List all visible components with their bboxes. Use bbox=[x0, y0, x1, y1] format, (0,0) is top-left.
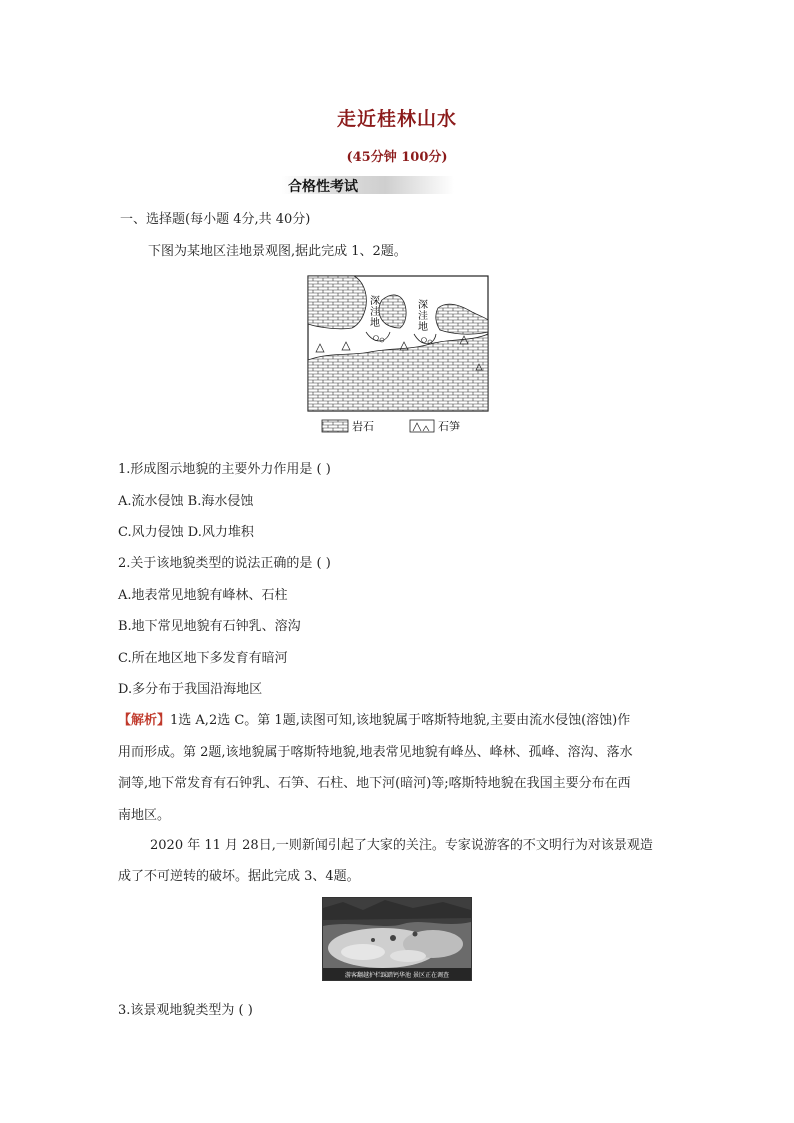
label-right-1: 深 bbox=[418, 300, 428, 311]
q2-option-d: D.多分布于我国沿海地区 bbox=[118, 682, 263, 697]
q2-stem: 2.关于该地貌类型的说法正确的是 ( ) bbox=[118, 556, 331, 571]
analysis-text-1: 1选 A,2选 C。第 1题,读图可知,该地貌属于喀斯特地貌,主要由流水侵蚀(溶蚀)作 bbox=[170, 713, 631, 728]
label-left-2: 洼 bbox=[370, 307, 380, 318]
q3-stem: 3.该景观地貌类型为 ( ) bbox=[118, 1003, 253, 1018]
label-left-1: 深 bbox=[370, 296, 380, 307]
scenery-photo-image bbox=[323, 898, 471, 980]
label-right-3: 地 bbox=[418, 322, 428, 333]
karst-figure bbox=[290, 272, 490, 446]
q2-option-c: C.所在地区地下多发育有暗河 bbox=[118, 651, 288, 666]
news-line-2: 成了不可逆转的破坏。据此完成 3、4题。 bbox=[118, 869, 360, 884]
section-banner-label: 合格性考试 bbox=[288, 179, 358, 195]
q1-options-2: C.风力侵蚀 D.风力堆积 bbox=[118, 525, 254, 540]
q2-option-b: B.地下常见地貌有石钟乳、溶沟 bbox=[118, 619, 301, 634]
part-heading: 一、选择题(每小题 4分,共 40分) bbox=[120, 212, 311, 227]
news-line-1: 2020 年 11 月 28日,一则新闻引起了大家的关注。专家说游客的不文明行为对该景观造 bbox=[150, 838, 653, 853]
analysis-line-1 bbox=[118, 709, 630, 728]
intro-1: 下图为某地区洼地景观图,据此完成 1、2题。 bbox=[148, 244, 407, 259]
scenery-photo bbox=[322, 897, 472, 981]
q1-options-1: A.流水侵蚀 B.海水侵蚀 bbox=[118, 494, 254, 509]
page-subtitle: (45分钟 100分) bbox=[346, 150, 448, 165]
label-right-2: 洼 bbox=[418, 311, 428, 322]
analysis-line-2: 用而形成。第 2题,该地貌属于喀斯特地貌,地表常见地貌有峰丛、峰林、孤峰、溶沟、落水 bbox=[118, 745, 633, 760]
photo-caption: 游客翻越护栏踩踏钙华池 景区正在调查 bbox=[345, 972, 449, 979]
analysis-tag: 【解析】 bbox=[118, 713, 171, 728]
analysis-line-3: 洞等,地下常发育有石钟乳、石笋、石柱、地下河(暗河)等;喀斯特地貌在我国主要分布在西 bbox=[118, 776, 631, 791]
label-left-3: 地 bbox=[370, 318, 380, 329]
legend-rock-label: 岩石 bbox=[352, 420, 374, 433]
legend-stalagmite-label: 石笋 bbox=[438, 420, 460, 433]
q2-option-a: A.地表常见地貌有峰林、石柱 bbox=[118, 588, 288, 603]
page-title: 走近桂林山水 bbox=[336, 108, 457, 130]
q1-stem: 1.形成图示地貌的主要外力作用是 ( ) bbox=[118, 462, 331, 477]
section-banner bbox=[282, 176, 454, 194]
legend-rock-swatch bbox=[322, 420, 348, 432]
analysis-line-4: 南地区。 bbox=[118, 808, 171, 823]
karst-diagram bbox=[290, 272, 490, 442]
